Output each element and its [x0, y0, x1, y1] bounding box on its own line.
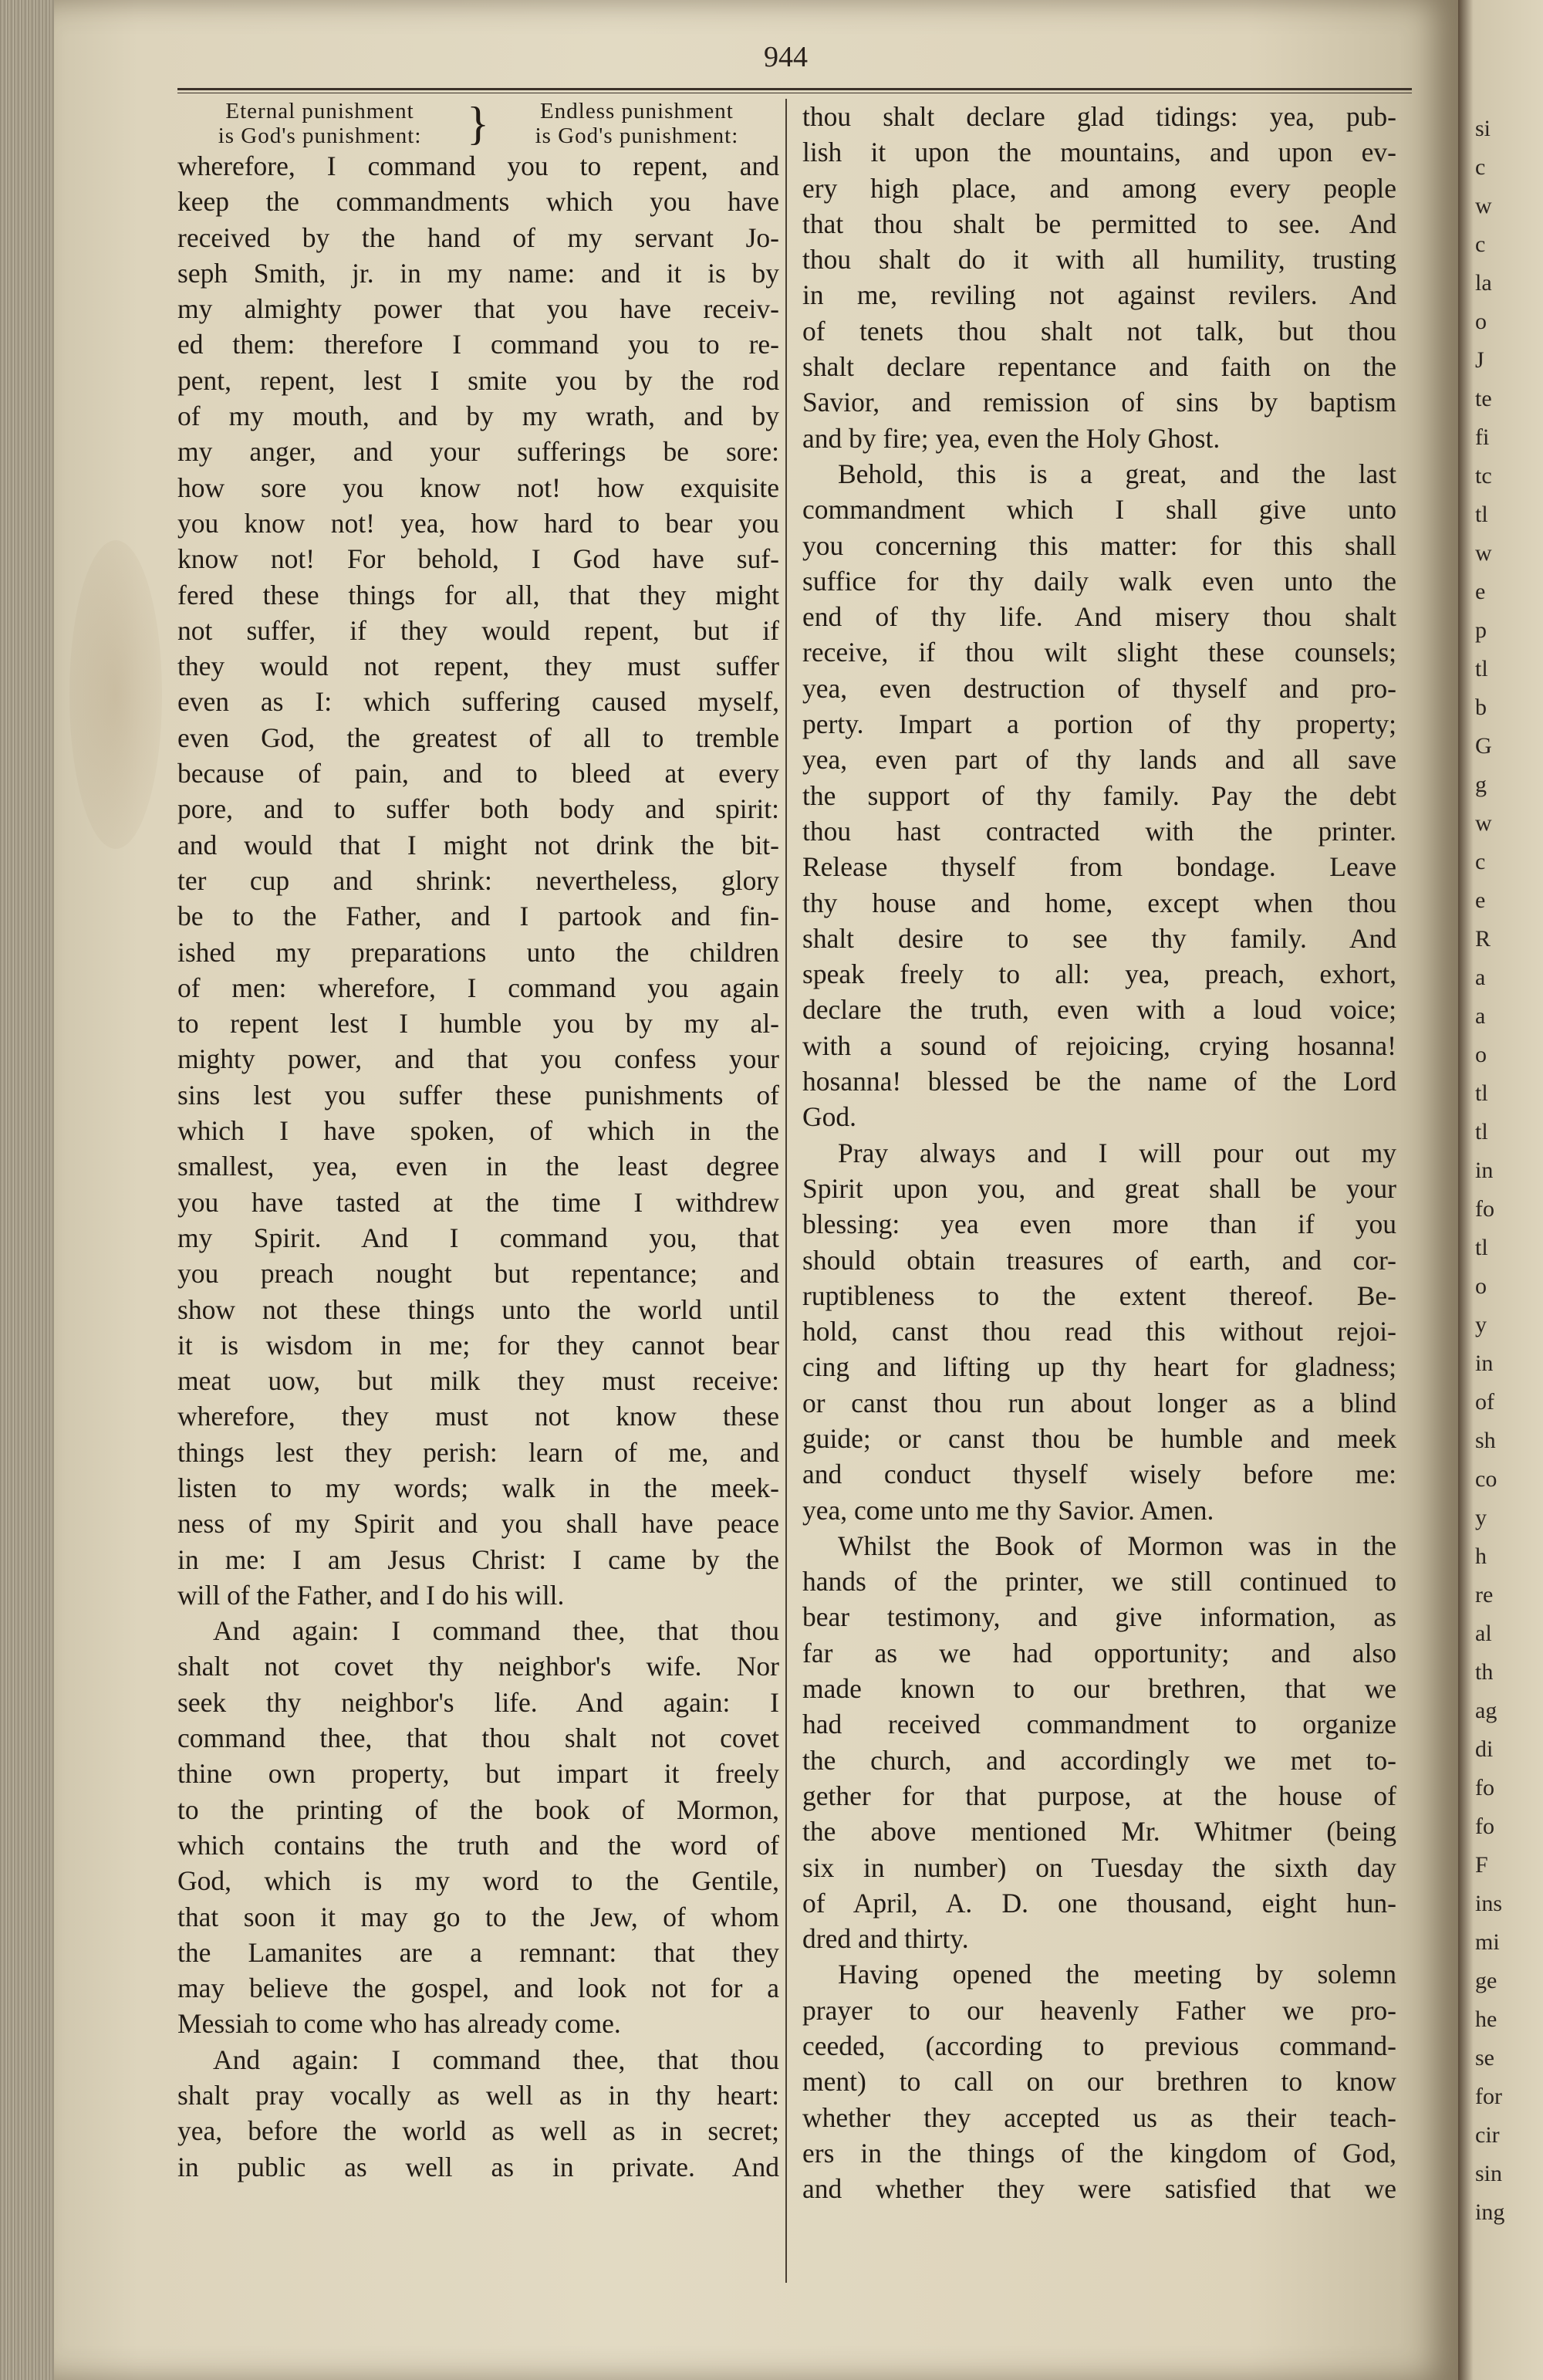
text-line: guide; or canst thou be humble and meek — [802, 1422, 1396, 1454]
next-page-text-fragment: c — [1475, 154, 1486, 180]
next-page-text-fragment: a — [1475, 965, 1486, 990]
next-page-text-fragment: si — [1475, 116, 1491, 141]
left-column-text — [177, 148, 779, 2185]
next-page-text-fragment: y — [1475, 1312, 1487, 1337]
text-line: and whether they were satisfied that we — [802, 2173, 1396, 2205]
next-page-text-fragment: o — [1475, 1042, 1487, 1067]
next-page-text-fragment: tl — [1475, 1119, 1488, 1144]
next-page-text-fragment: re — [1475, 1582, 1494, 1608]
text-line: it is wisdom in me; for they cannot bear — [177, 1329, 779, 1361]
next-page-text-fragment: w — [1475, 193, 1492, 218]
text-line: Release thyself from bondage. Leave — [802, 851, 1396, 883]
text-line: of April, A. D. one thousand, eight hun- — [802, 1887, 1396, 1919]
text-line: keep the commandments which you have — [177, 186, 779, 218]
text-line: mighty power, and that you confess your — [177, 1043, 779, 1075]
page-number: 944 — [764, 41, 808, 73]
adjacent-page-fragment — [1458, 0, 1543, 2380]
text-line: wherefore, they must not know these — [177, 1401, 779, 1432]
page-edges — [0, 0, 60, 2380]
right-column — [802, 99, 1396, 2207]
text-line: made known to our brethren, that we — [802, 1673, 1396, 1705]
next-page-text-fragment: G — [1475, 733, 1492, 759]
next-page-text-fragment: w — [1475, 540, 1492, 566]
next-page-text-fragment: fo — [1475, 1775, 1494, 1800]
text-line: you preach nought but repentance; and — [177, 1258, 779, 1290]
next-page-text-fragment: tl — [1475, 1080, 1488, 1106]
text-line: in me: I am Jesus Christ: I came by the — [177, 1543, 779, 1575]
text-line: cing and lifting up thy heart for gladness; — [802, 1351, 1396, 1383]
next-page-text-fragment: sh — [1475, 1428, 1496, 1453]
next-page-text-fragment: ag — [1475, 1698, 1497, 1723]
next-page-text-fragment: c — [1475, 232, 1486, 257]
text-line: ers in the things of the kingdom of God, — [802, 2137, 1396, 2169]
text-line: And again: I command thee, that thou — [213, 2044, 779, 2075]
next-page-text-fragment: tl — [1475, 502, 1488, 527]
text-line: Spirit upon you, and great shall be your — [802, 1172, 1396, 1204]
next-page-text-fragment: o — [1475, 1273, 1487, 1299]
text-line: hosanna! blessed be the name of the Lord — [802, 1066, 1396, 1097]
running-header — [177, 99, 779, 148]
text-line: ruptibleness to the extent thereof. Be- — [802, 1280, 1396, 1311]
text-line: and would that I might not drink the bit- — [177, 829, 779, 860]
text-line: command thee, that thou shalt not covet — [177, 1722, 779, 1754]
text-line: God. — [802, 1101, 857, 1133]
left-column — [177, 99, 779, 2185]
next-page-text-fragment: in — [1475, 1351, 1494, 1376]
text-line: because of pain, and to bleed at every — [177, 758, 779, 789]
text-line: pore, and to suffer both body and spirit: — [177, 793, 779, 825]
next-page-text-fragment: c — [1475, 849, 1486, 874]
text-line: in public as well as in private. And — [177, 2151, 779, 2182]
text-line: Pray always and I will pour out my — [838, 1137, 1396, 1168]
text-line: thine own property, but impart it freely — [177, 1758, 779, 1790]
text-line: seph Smith, jr. in my name: and it is by — [177, 257, 779, 289]
next-page-text-fragment: p — [1475, 617, 1487, 643]
text-line: sins lest you suffer these punishments of — [177, 1079, 779, 1111]
header-right: Endless punishment is God's punishment: — [535, 99, 739, 148]
text-line: yea, even part of thy lands and all save — [802, 744, 1396, 776]
next-page-text-fragment: al — [1475, 1621, 1492, 1646]
text-line: the church, and accordingly we met to- — [802, 1744, 1396, 1776]
next-page-text-fragment: co — [1475, 1466, 1497, 1492]
next-page-text-fragment: di — [1475, 1736, 1494, 1762]
paper-stain — [69, 540, 162, 849]
text-line: ished my preparations unto the children — [177, 936, 779, 968]
next-page-text-fragment: b — [1475, 695, 1487, 720]
text-line: will of the Father, and I do his will. — [177, 1579, 565, 1611]
next-page-text-fragment: for — [1475, 2084, 1502, 2109]
header-rule — [177, 88, 1412, 93]
text-line: dred and thirty. — [802, 1923, 969, 1955]
header-brace: } — [467, 98, 490, 149]
next-page-text-fragment: mi — [1475, 1929, 1500, 1955]
text-line: thy house and home, except when thou — [802, 887, 1396, 918]
text-line: my Spirit. And I command you, that — [177, 1222, 779, 1253]
text-line: know not! For behold, I God have suf- — [177, 543, 779, 575]
text-line: to repent lest I humble you by my al- — [177, 1008, 779, 1040]
text-line: you know not! yea, how hard to bear you — [177, 507, 779, 539]
text-line: had received commandment to organize — [802, 1709, 1396, 1740]
text-line: receive, if thou wilt slight these counsels; — [802, 637, 1396, 668]
text-line: wherefore, I command you to repent, and — [177, 150, 779, 181]
text-line: listen to my words; walk in the meek- — [177, 1472, 779, 1503]
text-line: shalt declare repentance and faith on the — [802, 351, 1396, 383]
text-line: should obtain treasures of earth, and cor- — [802, 1244, 1396, 1276]
text-line: to the printing of the book of Mormon, — [177, 1793, 779, 1825]
right-column-text — [802, 99, 1396, 2207]
text-line: speak freely to all: yea, preach, exhort, — [802, 958, 1396, 990]
text-line: declare the truth, even with a loud voice; — [802, 994, 1396, 1026]
text-line: that thou shalt be permitted to see. And — [802, 208, 1396, 239]
next-page-text-fragment: g — [1475, 772, 1487, 797]
text-line: seek thy neighbor's life. And again: I — [177, 1686, 779, 1718]
text-line: God, which is my word to the Gentile, — [177, 1865, 779, 1897]
next-page-text-fragment: te — [1475, 386, 1492, 411]
text-line: thou shalt do it with all humility, trusting — [802, 244, 1396, 276]
text-line: you concerning this matter: for this shall — [802, 529, 1396, 561]
text-line: Behold, this is a great, and the last — [838, 458, 1396, 489]
text-line: ery high place, and among every people — [802, 172, 1396, 204]
text-line: yea, come unto me thy Savior. Amen. — [802, 1494, 1214, 1526]
text-line: may believe the gospel, and look not for a — [177, 1973, 779, 2004]
next-page-text-fragment: cir — [1475, 2122, 1500, 2148]
text-line: fered these things for all, that they might — [177, 579, 779, 610]
next-page-text-fragment: a — [1475, 1003, 1486, 1029]
text-line: ter cup and shrink: nevertheless, glory — [177, 864, 779, 896]
text-line: of men: wherefore, I command you again — [177, 972, 779, 1003]
text-line: commandment which I shall give unto — [802, 494, 1396, 526]
text-line: Messiah to come who has already come. — [177, 2008, 621, 2040]
text-line: the above mentioned Mr. Whitmer (being — [802, 1816, 1396, 1848]
next-page-text-fragment: sin — [1475, 2161, 1503, 2186]
text-line: the support of thy family. Pay the debt — [802, 779, 1396, 811]
text-line: yea, before the world as well as in secret; — [177, 2115, 779, 2147]
text-line: perty. Impart a portion of thy property; — [802, 708, 1396, 740]
next-page-text-fragment: e — [1475, 887, 1486, 913]
text-line: how sore you know not! how exquisite — [177, 472, 779, 503]
next-page-text-fragment: F — [1475, 1852, 1488, 1878]
next-page-text-fragment: ins — [1475, 1891, 1503, 1916]
text-line: received by the hand of my servant Jo- — [177, 221, 779, 253]
next-page-text-fragment: la — [1475, 270, 1492, 296]
text-line: be to the Father, and I partook and fin- — [177, 901, 779, 932]
text-line: end of thy life. And misery thou shalt — [802, 601, 1396, 633]
next-page-text-fragment: tl — [1475, 1235, 1488, 1260]
next-page-text-fragment: fo — [1475, 1196, 1494, 1222]
next-page-text-fragment: J — [1475, 347, 1484, 373]
text-line: they would not repent, they must suffer — [177, 651, 779, 682]
next-page-text-fragment: ing — [1475, 2199, 1505, 2225]
text-line: with a sound of rejoicing, crying hosanna! — [802, 1029, 1396, 1061]
text-line: in me, reviling not against revilers. And — [802, 279, 1396, 311]
next-page-text-fragment: in — [1475, 1158, 1494, 1183]
text-line: of tenets thou shalt not talk, but thou — [802, 315, 1396, 347]
next-page-text-fragment: tl — [1475, 656, 1488, 681]
text-line: thou shalt declare glad tidings: yea, pub- — [802, 101, 1396, 132]
text-line: and by fire; yea, even the Holy Ghost. — [802, 422, 1221, 454]
text-line: things lest they perish: learn of me, and — [177, 1436, 779, 1468]
text-line: thou hast contracted with the printer. — [802, 815, 1396, 847]
text-line: you have tasted at the time I withdrew — [177, 1186, 779, 1218]
text-line: hands of the printer, we still continued to — [802, 1566, 1396, 1597]
text-line: the Lamanites are a remnant: that they — [177, 1936, 779, 1968]
text-line: pent, repent, lest I smite you by the rod — [177, 364, 779, 396]
text-line: ment) to call on our brethren to know — [802, 2066, 1396, 2098]
next-page-text-fragment: fi — [1475, 424, 1490, 450]
next-page-text-fragment: y — [1475, 1505, 1487, 1530]
text-line: bear testimony, and give information, as — [802, 1601, 1396, 1633]
text-line: even God, the greatest of all to tremble — [177, 722, 779, 753]
text-line: And again: I command thee, that thou — [213, 1615, 779, 1647]
text-line: smallest, yea, even in the least degree — [177, 1151, 779, 1182]
text-line: far as we had opportunity; and also — [802, 1637, 1396, 1668]
next-page-text-fragment: se — [1475, 2045, 1494, 2071]
text-line: which contains the truth and the word of — [177, 1829, 779, 1861]
text-line: that soon it may go to the Jew, of whom — [177, 1901, 779, 1932]
next-page-text-fragment: o — [1475, 309, 1487, 334]
text-line: blessing: yea even more than if you — [802, 1209, 1396, 1240]
next-page-text-fragment: ge — [1475, 1968, 1497, 1993]
text-line: suffice for thy daily walk even unto the — [802, 565, 1396, 597]
text-line: shalt pray vocally as well as in thy heart: — [177, 2080, 779, 2111]
text-line: prayer to our heavenly Father we pro- — [802, 1994, 1396, 2026]
text-line: Having opened the meeting by solemn — [838, 1959, 1396, 1990]
text-line: shalt desire to see thy family. And — [802, 922, 1396, 954]
next-page-text-fragment: he — [1475, 2006, 1497, 2032]
text-line: whether they accepted us as their teach- — [802, 2101, 1396, 2133]
text-line: shalt not covet thy neighbor's wife. Nor — [177, 1651, 779, 1682]
text-line: Whilst the Book of Mormon was in the — [838, 1530, 1396, 1561]
text-line: ed them: therefore I command you to re- — [177, 329, 779, 360]
text-line: my almighty power that you have receiv- — [177, 293, 779, 325]
next-page-text-fragment: h — [1475, 1543, 1487, 1569]
text-line: gether for that purpose, at the house of — [802, 1780, 1396, 1811]
next-page-text-fragment: R — [1475, 926, 1491, 952]
text-line: six in number) on Tuesday the sixth day — [802, 1851, 1396, 1883]
text-line: hold, canst thou read this without rejoi- — [802, 1316, 1396, 1347]
text-line: ceeded, (according to previous command- — [802, 2030, 1396, 2062]
text-line: of my mouth, and by my wrath, and by — [177, 401, 779, 432]
next-page-text-fragment: e — [1475, 579, 1486, 604]
column-divider — [785, 99, 787, 2283]
text-line: or canst thou run about longer as a blind — [802, 1387, 1396, 1418]
text-line: meat uow, but milk they must receive: — [177, 1365, 779, 1397]
text-line: not suffer, if they would repent, but if — [177, 614, 779, 646]
header-left: Eternal punishment is God's punishment: — [218, 99, 422, 148]
next-page-text-fragment: w — [1475, 810, 1492, 836]
next-page-text-fragment: fo — [1475, 1814, 1494, 1839]
text-line: Savior, and remission of sins by baptism — [802, 387, 1396, 418]
next-page-text-fragment: tc — [1475, 463, 1492, 489]
text-line: which I have spoken, of which in the — [177, 1115, 779, 1147]
text-line: my anger, and your sufferings be sore: — [177, 436, 779, 468]
text-line: yea, even destruction of thyself and pro- — [802, 672, 1396, 704]
next-page-text-fragment: of — [1475, 1389, 1494, 1415]
text-line: and conduct thyself wisely before me: — [802, 1459, 1396, 1490]
text-line: ness of my Spirit and you shall have peace — [177, 1508, 779, 1540]
text-line: show not these things unto the world until — [177, 1293, 779, 1325]
text-line: lish it upon the mountains, and upon ev- — [802, 137, 1396, 168]
text-line: even as I: which suffering caused myself, — [177, 686, 779, 718]
next-page-text-fragment: th — [1475, 1659, 1494, 1685]
